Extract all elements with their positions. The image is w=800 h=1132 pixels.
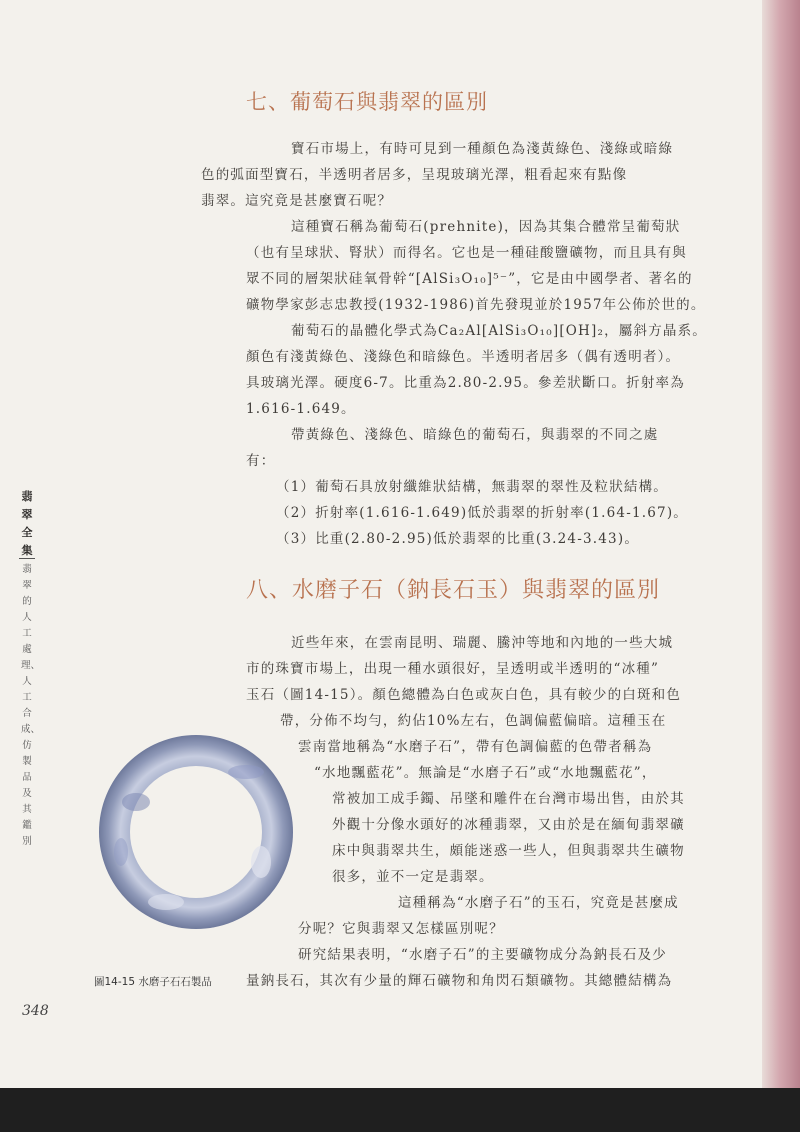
book-spine xyxy=(762,0,800,1088)
jade-bangle-photo xyxy=(96,732,296,932)
sidebar-chapter-title: 翡翠的人工處理、人工合成、仿製品及其鑑別 xyxy=(21,564,41,847)
list-item: （2）折射率(1.616-1.649)低於翡翠的折射率(1.64-1.67)。 xyxy=(276,505,688,521)
list-item: （3）比重(2.80-2.95)低於翡翠的比重(3.24-3.43)。 xyxy=(276,531,640,547)
s8-paragraph-1-wrapped: 帶，分佈不均勻，約佔10%左右，色調偏藍偏暗。這種玉在 雲南當地稱為“水磨子石”，帶有色調偏藍的色帶者稱為 “水地飄藍花”。無論是“水磨子石”或“水地飄藍花”， 常被加工成手鐲、吊墜和雕件在台灣市場出售，由於其 外觀十分像水頭好的冰種翡翠，又由於是在緬甸翡翠礦 床中與翡翠共生，頗能迷惑一些人，但與翡翠共生礦物 很多，並不一定是翡翠。 xyxy=(280,713,685,885)
s7-paragraph-1: 寶石市場上，有時可見到一種顏色為淺黃綠色、淺綠或暗綠 色的弧面型寶石，半透明者居多，呈現玻璃光澤，粗看起來有點像 翡翠。這究竟是甚麼寶石呢？ xyxy=(201,141,674,209)
list-item: （1）葡萄石具放射纖維狀結構，無翡翠的翠性及粒狀結構。 xyxy=(276,479,668,495)
sidebar-book-title: 翡翠全集 xyxy=(21,490,33,557)
s7-paragraph-3: 葡萄石的晶體化學式為Ca₂Al[AlSi₃O₁₀][OH]₂，屬斜方晶系。 顏色有淺黃綠色、淺綠色和暗綠色。半透明者居多（偶有透明者）。 具玻璃光澤。硬度6-7。比重為2.80-2.95。參差狀斷口。折射率為 1.616-1.649。 xyxy=(246,323,708,417)
page-number: 348 xyxy=(22,1003,49,1019)
s7-paragraph-2: 這種寶石稱為葡萄石(prehnite)，因為其集合體常呈葡萄狀 （也有呈球狀、腎狀）而得名。它也是一種硅酸鹽礦物，而且具有與 眾不同的層架狀硅氧骨幹“[AlSi₃O₁₀]⁵⁻”，它是由中國學者、著名的 礦物學家彭志忠教授(1932-1986)首先發現並於1957年公佈於世的。 xyxy=(246,219,706,313)
s7-list xyxy=(276,474,688,552)
s7-paragraph-4: 帶黃綠色、淺綠色、暗綠色的葡萄石，與翡翠的不同之處 有： xyxy=(246,427,659,469)
s8-paragraph-2: 這種稱為“水磨子石”的玉石，究竟是甚麼成 分呢？它與翡翠又怎樣區別呢？ xyxy=(298,895,679,937)
section-7-heading: 七、葡萄石與翡翠的區別 xyxy=(246,90,488,114)
s8-paragraph-3: 研究結果表明，“水磨子石”的主要礦物成分為鈉長石及少 量鈉長石，其次有少量的輝石礦物和角閃石類礦物。其總體結構為 xyxy=(246,947,673,989)
section-8-heading: 八、水磨子石（鈉長石玉）與翡翠的區別 xyxy=(246,578,661,603)
scan-border xyxy=(0,1088,800,1132)
figure-caption: 圖14-15 水磨子石石製品 xyxy=(94,976,212,988)
s8-paragraph-1-top: 近些年來，在雲南昆明、瑞麗、騰沖等地和內地的一些大城 市的珠寶市場上，出現一種水頭很好，呈透明或半透明的“冰種” 玉石（圖14-15）。顏色總體為白色或灰白色，具有較少的白斑和色 xyxy=(246,635,682,703)
sidebar-divider xyxy=(19,558,35,559)
